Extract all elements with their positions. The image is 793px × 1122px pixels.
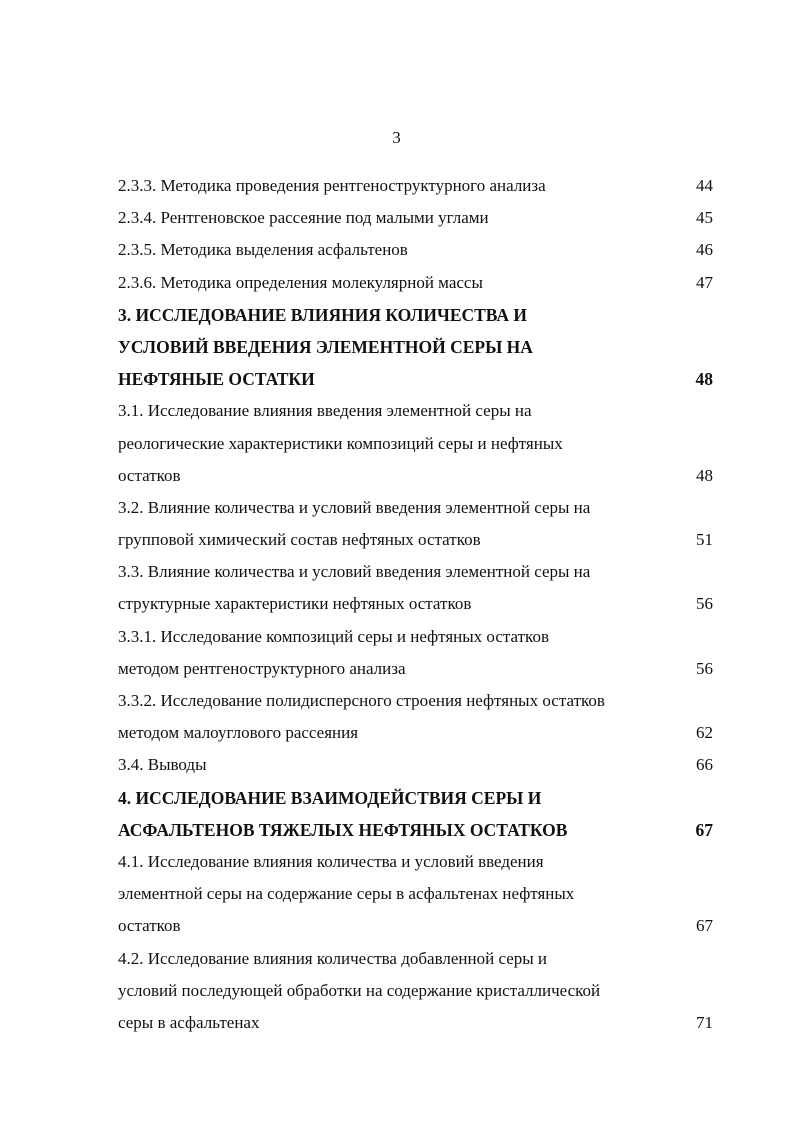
toc-entry-text: 2.3.6. Методика определения молекулярной массы [118,272,483,292]
toc-entry-line [118,556,713,588]
toc-page-number: 71 [696,1012,713,1032]
toc-page-number: 45 [696,208,713,228]
toc-page-number: 48 [696,465,713,485]
page-number: 3 [392,128,401,147]
toc-entry-text: 3.3.1. Исследование композиций серы и нефтяных остатков [118,626,549,646]
toc-page-number: 56 [696,594,713,614]
toc-entry-line [118,910,713,942]
toc-page-number: 56 [696,658,713,678]
toc-page-number: 66 [696,755,713,775]
toc-entry-text: УСЛОВИЙ ВВЕДЕНИЯ ЭЛЕМЕНТНОЙ СЕРЫ НА [118,336,533,357]
toc-entry-line [118,524,713,556]
toc-entry-line [118,267,713,299]
toc-heading-line [118,299,713,331]
toc-entry-text: серы в асфальтенах [118,1012,260,1032]
toc-entry-text: остатков [118,916,181,936]
toc-entry-text: АСФАЛЬТЕНОВ ТЯЖЕЛЫХ НЕФТЯНЫХ ОСТАТКОВ [118,819,568,840]
toc-heading-line [118,331,713,363]
toc-page-number: 47 [696,272,713,292]
toc-page-number: 67 [695,819,713,840]
toc-page-number: 62 [696,723,713,743]
toc-page-number: 46 [696,240,713,260]
toc-entry-text: групповой химический состав нефтяных остатков [118,530,481,550]
toc-entry-line [118,428,713,460]
toc-entry-text: структурные характеристики нефтяных остатков [118,594,472,614]
toc-entry-line [118,202,713,234]
toc-entry-line [118,685,713,717]
toc-entry-line [118,234,713,266]
toc-entry-text: методом малоуглового рассеяния [118,723,359,743]
toc-entry-line [118,749,713,781]
toc-entry-line [118,653,713,685]
toc-entry-text: реологические характеристики композиций серы и нефтяных [118,433,563,453]
toc-entry-text: элементной серы на содержание серы в асфальтенах нефтяных [118,884,575,904]
toc-entry-text: условий последующей обработки на содержание кристаллической [118,980,601,1000]
toc-entry-text: 4.2. Исследование влияния количества добавленной серы и [118,948,548,968]
toc-entry-line [118,492,713,524]
toc-entry-text: 2.3.3. Методика проведения рентгеноструктурного анализа [118,176,546,195]
toc-entry-line [118,1007,713,1039]
toc-entry-text: 3.4. Выводы [118,755,207,775]
toc-entry-text: 2.3.5. Методика выделения асфальтенов [118,240,408,260]
toc-entry-text: 4. ИССЛЕДОВАНИЕ ВЗАИМОДЕЙСТВИЯ СЕРЫ И [118,787,542,808]
toc-entry-line [118,460,713,492]
toc-heading-line [118,782,713,814]
toc-entry-line [118,170,713,202]
toc-entry-line [118,975,713,1007]
toc-entry-line [118,621,713,653]
toc-entry-line [118,846,713,878]
toc-entry-text: 3. ИССЛЕДОВАНИЕ ВЛИЯНИЯ КОЛИЧЕСТВА И [118,304,527,325]
toc-page-number: 67 [696,916,713,936]
toc-entry-line [118,878,713,910]
toc-entry-line [118,943,713,975]
toc-entry-text: остатков [118,465,181,485]
toc-entry-text: 3.3. Влияние количества и условий введения элементной серы на [118,562,591,582]
toc-entry-text: НЕФТЯНЫЕ ОСТАТКИ [118,369,315,390]
toc-entry-line [118,588,713,620]
toc-heading-line [118,814,713,846]
toc-page-number: 48 [695,369,713,390]
toc-entry-text: методом рентгеноструктурного анализа [118,658,406,678]
toc-page-number: 44 [696,176,713,195]
toc-entry-line [118,395,713,427]
toc-entry-text: 3.3.2. Исследование полидисперсного строения нефтяных остатков [118,691,605,710]
toc-entry-text: 3.1. Исследование влияния введения элементной серы на [118,401,532,421]
toc-entry-text: 4.1. Исследование влияния количества и условий введения [118,851,544,871]
toc-page-number: 51 [696,530,713,550]
table-of-contents [118,170,713,1039]
toc-entry-line [118,717,713,749]
toc-heading-line [118,363,713,395]
toc-entry-text: 2.3.4. Рентгеновское рассеяние под малыми углами [118,208,489,228]
toc-entry-text: 3.2. Влияние количества и условий введения элементной серы на [118,497,591,517]
